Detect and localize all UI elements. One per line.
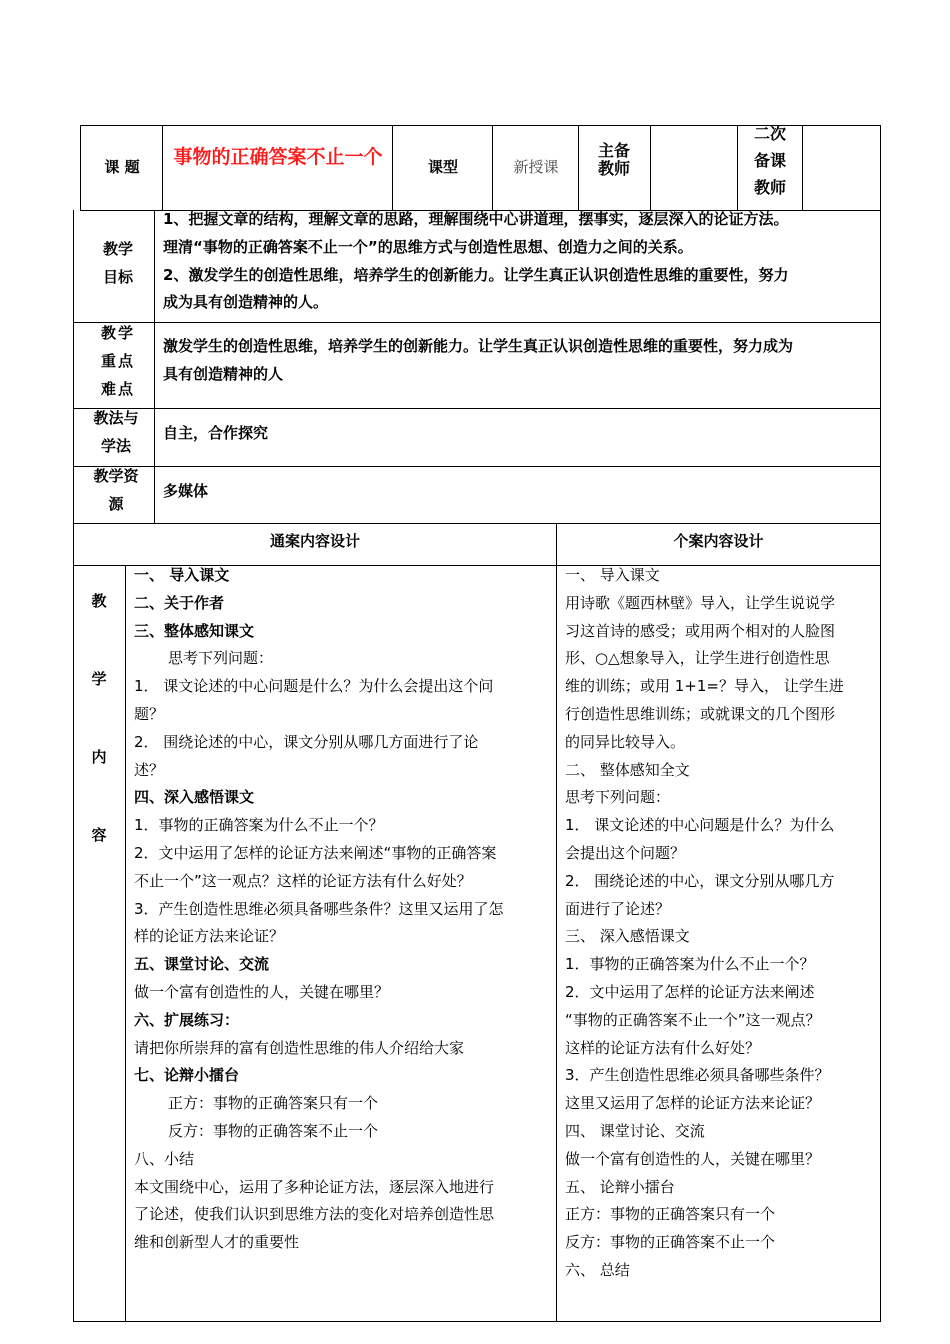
- individual-line: 3．产生创造性思维必须具备哪些条件？: [565, 1066, 830, 1085]
- common-line: 反方：事物的正确答案不止一个: [168, 1121, 379, 1140]
- individual-line: 维的训练；或用 1+1=？导入， 让学生进: [565, 677, 844, 696]
- common-line: 题？: [134, 704, 165, 723]
- individual-line: “事物的正确答案不止一个”这一观点？: [565, 1010, 821, 1029]
- common-line: 维和创新型人才的重要性: [134, 1233, 300, 1252]
- individual-line: 习这首诗的感受；或用两个相对的人脸图: [565, 621, 836, 640]
- common-content: [134, 562, 552, 1257]
- individual-line: 四、 课堂讨论、交流: [565, 1121, 705, 1140]
- common-line: 请把你所崇拜的富有创造性思维的伟人介绍给大家: [134, 1038, 465, 1057]
- common-line: 六、扩展练习：: [134, 1010, 240, 1029]
- individual-line: 一、 导入课文: [565, 566, 660, 584]
- common-line: 样的论证方法来论证？: [134, 927, 285, 946]
- individual-design-header: 个案内容设计: [673, 532, 764, 550]
- individual-line: 会提出这个问题？: [565, 843, 686, 862]
- individual-line: 这样的论证方法有什么好处？: [565, 1038, 761, 1057]
- individual-line: 思考下列问题：: [565, 788, 671, 807]
- resources-value: 多媒体: [163, 482, 209, 500]
- common-line: 1．事物的正确答案为什么不止一个？: [134, 816, 384, 835]
- common-line: 正方：事物的正确答案只有一个: [168, 1094, 379, 1113]
- individual-line: 五、 论辩小擂台: [565, 1177, 675, 1196]
- common-line: 三、整体感知课文: [134, 621, 255, 640]
- second-prep-label: 二次备课教师: [753, 124, 786, 197]
- objectives-line: 1、把握文章的结构，理解文章的思路，理解围绕中心讲道理，摆事实，逐层深入的论证方法。: [163, 210, 789, 228]
- methods-label: 教法与学法: [93, 409, 139, 455]
- individual-line: 反方：事物的正确答案不止一个: [565, 1233, 776, 1252]
- individual-line: 的同异比较导入。: [565, 732, 686, 751]
- lesson-type-value: 新授课: [513, 158, 559, 176]
- common-line: 思考下列问题：: [168, 649, 274, 668]
- lesson-type-label: 课型: [427, 158, 458, 176]
- methods-value: 自主，合作探究: [163, 424, 269, 442]
- common-line: 述？: [134, 760, 165, 779]
- individual-line: 2． 围绕论述的中心，课文分别从哪几方: [565, 871, 835, 890]
- individual-line: 六、 总结: [565, 1260, 630, 1279]
- common-line: 1． 课文论述的中心问题是什么？为什么会提出这个问: [134, 677, 494, 696]
- objectives-line: 成为具有创造精神的人。: [163, 293, 329, 312]
- individual-line: 行创造性思维训练；或就课文的几个图形: [565, 704, 836, 723]
- content-label: 教学内容: [91, 592, 107, 844]
- common-line: 了论述，使我们认识到思维方法的变化对培养创造性思: [134, 1205, 495, 1224]
- common-line: 五、课堂讨论、交流: [134, 955, 270, 974]
- individual-line: 做一个富有创造性的人，关键在哪里？: [565, 1149, 821, 1168]
- key-points-label: 教学重点难点: [100, 324, 135, 398]
- resources-label: 教学资源: [93, 467, 139, 513]
- objectives-line: 理清“事物的正确答案不止一个”的思维方式与创造性思想、创造力之间的关系。: [163, 237, 693, 256]
- common-design-header: 通案内容设计: [269, 532, 360, 550]
- common-line: 2．文中运用了怎样的论证方法来阐述“事物的正确答案: [134, 843, 497, 862]
- common-line: 3．产生创造性思维必须具备哪些条件？这里又运用了怎: [134, 899, 504, 918]
- individual-line: 2．文中运用了怎样的论证方法来阐述: [565, 982, 815, 1001]
- topic-label: 课 题: [104, 158, 140, 176]
- individual-line: 形、○△想象导入，让学生进行创造性思: [565, 649, 830, 668]
- objectives-label: 教学目标: [102, 240, 133, 286]
- common-line: 一、 导入课文: [134, 566, 230, 584]
- key-points-text: [163, 333, 879, 389]
- objectives-text: [163, 206, 879, 317]
- individual-line: 三、 深入感悟课文: [565, 927, 690, 946]
- common-line: 四、深入感悟课文: [134, 788, 255, 807]
- individual-content: [565, 562, 877, 1285]
- objectives-line: 2、激发学生的创造性思维，培养学生的创新能力。让学生真正认识创造性思维的重要性，努力: [163, 265, 789, 284]
- common-line: 2． 围绕论述的中心，课文分别从哪几方面进行了论: [134, 732, 479, 751]
- individual-line: 面进行了论述？: [565, 899, 671, 918]
- main-teacher-label: 主备教师: [597, 141, 630, 178]
- common-line: 做一个富有创造性的人，关键在哪里？: [134, 982, 390, 1001]
- lesson-title: 事物的正确答案不止一个: [173, 146, 383, 168]
- key-points-line: 具有创造精神的人: [163, 364, 284, 383]
- individual-line: 1．事物的正确答案为什么不止一个？: [565, 955, 815, 974]
- common-line: 八、小结: [134, 1149, 195, 1168]
- individual-line: 正方：事物的正确答案只有一个: [565, 1205, 776, 1224]
- key-points-line: 激发学生的创造性思维，培养学生的创新能力。让学生真正认识创造性思维的重要性，努力成为: [163, 337, 794, 355]
- individual-line: 1． 课文论述的中心问题是什么？为什么: [565, 816, 835, 835]
- common-line: 不止一个”这一观点？这样的论证方法有什么好处？: [134, 871, 472, 890]
- individual-line: 用诗歌《题西林壁》导入，让学生说说学: [565, 593, 836, 612]
- common-line: 二、关于作者: [134, 593, 225, 612]
- individual-line: 二、 整体感知全文: [565, 760, 690, 779]
- common-line: 本文围绕中心，运用了多种论证方法，逐层深入地进行: [134, 1177, 495, 1196]
- individual-line: 这里又运用了怎样的论证方法来论证？: [565, 1094, 821, 1113]
- common-line: 七、论辩小擂台: [134, 1066, 240, 1085]
